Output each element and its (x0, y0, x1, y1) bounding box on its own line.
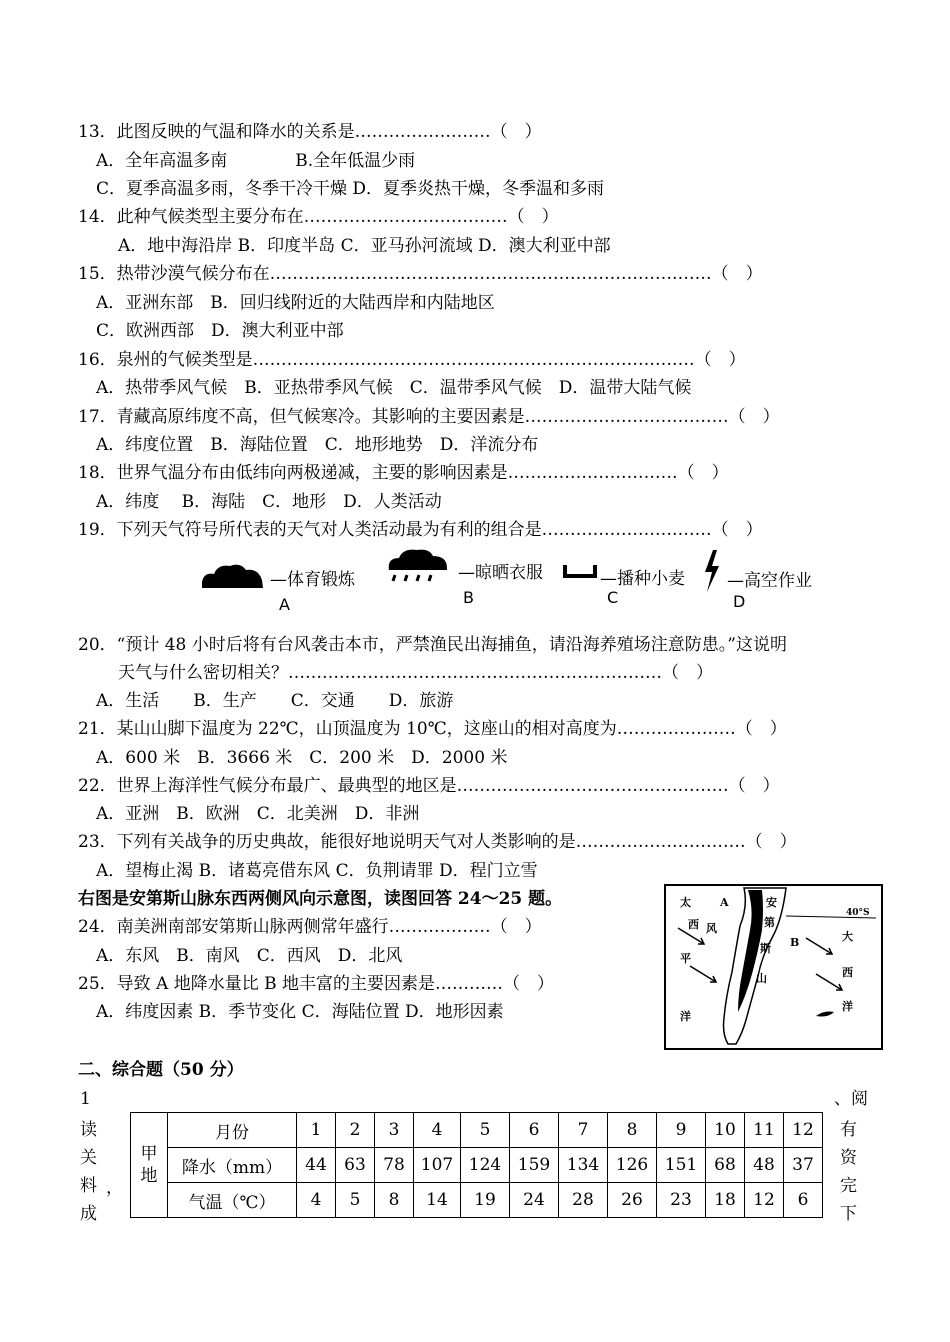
table-row-temperature (131, 1183, 823, 1218)
month-cell: 1 (297, 1113, 336, 1148)
q19-stem: 19．下列天气符号所代表的天气对人类活动最为有利的组合是…………………………（ ） (78, 520, 763, 540)
month-cell: 8 (608, 1113, 657, 1148)
side-char-left-3: 关 (80, 1148, 97, 1168)
month-cell: 6 (510, 1113, 559, 1148)
map-label-ping: 平 (680, 952, 691, 965)
q25-stem: 25．导致 A 地降水量比 B 地丰富的主要因素是…………（ ） (78, 974, 555, 994)
value-cell: 26 (608, 1183, 657, 1218)
map-label-feng: 风 (706, 922, 717, 935)
andes-wind-map (664, 884, 883, 1050)
map-label-xi1: 西 (688, 918, 699, 931)
side-char-right-4: 完 (840, 1176, 857, 1196)
value-cell: 78 (375, 1148, 414, 1183)
month-cell: 3 (375, 1113, 414, 1148)
q14-options: A．地中海沿岸 B．印度半岛 C．亚马孙河流域 D．澳大利亚中部 (118, 236, 611, 256)
month-cell: 5 (461, 1113, 510, 1148)
side-char-left-4: 料 (80, 1176, 97, 1196)
month-cell: 7 (559, 1113, 608, 1148)
q21-options: A．600 米 B．3666 米 C．200 米 D．2000 米 (96, 748, 508, 768)
value-cell: 14 (414, 1183, 461, 1218)
value-cell: 4 (297, 1183, 336, 1218)
q14-stem: 14．此种气候类型主要分布在………………………………（ ） (78, 207, 559, 227)
side-char-left-5: 成 (80, 1204, 97, 1224)
map-latitude-label: 40°S (846, 908, 870, 918)
sunny-bracket-icon (562, 562, 598, 582)
value-cell: 107 (414, 1148, 461, 1183)
side-char-right-1: 、阅 (834, 1089, 868, 1109)
q22-stem: 22．世界上海洋性气候分布最广、最典型的地区是…………………………………………（ ） (78, 776, 780, 796)
q23-options: A．望梅止渴 B．诸葛亮借东风 C．负荆请罪 D．程门立雪 (96, 861, 538, 881)
map-label-shan: 山 (756, 972, 767, 985)
map-label-an: 安 (766, 896, 777, 909)
q20-options: A．生活 B．生产 C．交通 D．旅游 (96, 691, 454, 711)
map-label-yang1: 洋 (680, 1010, 691, 1023)
symbol-d-label: —高空作业 (727, 571, 812, 591)
q13-options-2: C．夏季高温多雨，冬季干冷干燥 D．夏季炎热干燥，冬季温和多雨 (96, 179, 605, 199)
side-comma: ， (106, 1178, 123, 1198)
map-point-b: B (790, 936, 800, 949)
place-cell: 甲地 (131, 1113, 168, 1218)
table-row-precipitation (131, 1148, 823, 1183)
month-cell: 4 (414, 1113, 461, 1148)
climate-data-table (130, 1112, 823, 1218)
q21-stem: 21．某山山脚下温度为 22℃，山顶温度为 10℃，这座山的相对高度为…………………（ ） (78, 719, 787, 739)
value-cell: 23 (657, 1183, 706, 1218)
value-cell: 28 (559, 1183, 608, 1218)
q15-options-1: A．亚洲东部 B．回归线附近的大陆西岸和内陆地区 (96, 293, 495, 313)
q24-options: A．东风 B．南风 C．西风 D．北风 (96, 946, 403, 966)
q18-stem: 18．世界气温分布由低纬向两极递减，主要的影响因素是…………………………（ ） (78, 463, 729, 483)
rain-cloud-icon (385, 548, 450, 588)
map-label-yang2: 洋 (842, 1000, 853, 1013)
value-cell: 126 (608, 1148, 657, 1183)
symbol-a-letter: A (279, 595, 290, 614)
symbol-b-letter: B (463, 588, 474, 607)
map-label-xi2: 西 (842, 966, 853, 979)
month-cell: 2 (336, 1113, 375, 1148)
q25-options: A．纬度因素 B．季节变化 C．海陆位置 D．地形因素 (96, 1002, 504, 1022)
q15-options-2: C．欧洲西部 D．澳大利亚中部 (96, 321, 344, 341)
value-cell: 134 (559, 1148, 608, 1183)
symbol-b-label: —晾晒衣服 (458, 563, 543, 583)
side-char-left-1: 1 (80, 1089, 91, 1109)
month-cell: 11 (745, 1113, 784, 1148)
symbol-c-label: —播种小麦 (600, 569, 685, 589)
map-label-si: 斯 (760, 942, 771, 955)
side-char-right-3: 资 (840, 1148, 857, 1168)
q17-options: A．纬度位置 B．海陆位置 C．地形地势 D．洋流分布 (96, 435, 539, 455)
q16-options: A．热带季风气候 B．亚热带季风气候 C．温带季风气候 D．温带大陆气候 (96, 378, 692, 398)
q24-25-intro: 右图是安第斯山脉东西两侧风向示意图，读图回答 24～25 题。 (78, 889, 563, 909)
value-cell: 124 (461, 1148, 510, 1183)
map-label-tai: 太 (680, 896, 691, 909)
value-cell: 12 (745, 1183, 784, 1218)
q20-stem-1: 20．“预计 48 小时后将有台风袭击本市，严禁渔民出海捕鱼，请沿海养殖场注意防患。”这说明 (78, 635, 787, 655)
map-point-a: A (720, 896, 729, 909)
q16-stem: 16．泉州的气候类型是……………………………………………………………………（ ） (78, 350, 746, 370)
q17-stem: 17．青藏高原纬度不高，但气候寒冷。其影响的主要因素是………………………………（ ） (78, 407, 780, 427)
value-cell: 18 (706, 1183, 745, 1218)
value-cell: 159 (510, 1148, 559, 1183)
map-label-da: 大 (842, 930, 853, 943)
value-cell: 68 (706, 1148, 745, 1183)
value-cell: 6 (784, 1183, 823, 1218)
symbol-d-letter: D (733, 592, 746, 611)
row-label-cell: 气温（℃） (168, 1183, 297, 1218)
month-cell: 10 (706, 1113, 745, 1148)
symbol-c-letter: C (607, 588, 619, 607)
symbol-a-label: —体育锻炼 (270, 570, 355, 590)
table-row-months (131, 1113, 823, 1148)
section2-title: 二、综合题（50 分） (78, 1060, 244, 1080)
q15-stem: 15．热带沙漠气候分布在……………………………………………………………………（ ） (78, 264, 763, 284)
q24-stem: 24．南美洲南部安第斯山脉两侧常年盛行………………（ ） (78, 917, 542, 937)
q22-options: A．亚洲 B．欧洲 C．北美洲 D．非洲 (96, 804, 420, 824)
side-char-right-2: 有 (840, 1120, 857, 1140)
lightning-icon (701, 548, 723, 594)
side-char-left-2: 读 (80, 1120, 97, 1140)
value-cell: 48 (745, 1148, 784, 1183)
side-char-right-5: 下 (840, 1204, 857, 1224)
value-cell: 37 (784, 1148, 823, 1183)
value-cell: 44 (297, 1148, 336, 1183)
overcast-cloud-icon (200, 560, 265, 590)
value-cell: 24 (510, 1183, 559, 1218)
q23-stem: 23．下列有关战争的历史典故，能很好地说明天气对人类影响的是…………………………（ ） (78, 832, 797, 852)
header-label-cell: 月份 (168, 1113, 297, 1148)
q13-stem: 13．此图反映的气温和降水的关系是……………………（ ） (78, 122, 542, 142)
q18-options: A．纬度 B．海陆 C．地形 D．人类活动 (96, 492, 442, 512)
value-cell: 19 (461, 1183, 510, 1218)
month-cell: 12 (784, 1113, 823, 1148)
value-cell: 8 (375, 1183, 414, 1218)
value-cell: 151 (657, 1148, 706, 1183)
map-label-di: 第 (764, 916, 775, 929)
value-cell: 5 (336, 1183, 375, 1218)
row-label-cell: 降水（mm） (168, 1148, 297, 1183)
q20-stem-2: 天气与什么密切相关？…………………………………………………………（ ） (118, 663, 713, 683)
q13-options-1: A．全年高温多南 B.全年低温少雨 (96, 151, 416, 171)
month-cell: 9 (657, 1113, 706, 1148)
value-cell: 63 (336, 1148, 375, 1183)
